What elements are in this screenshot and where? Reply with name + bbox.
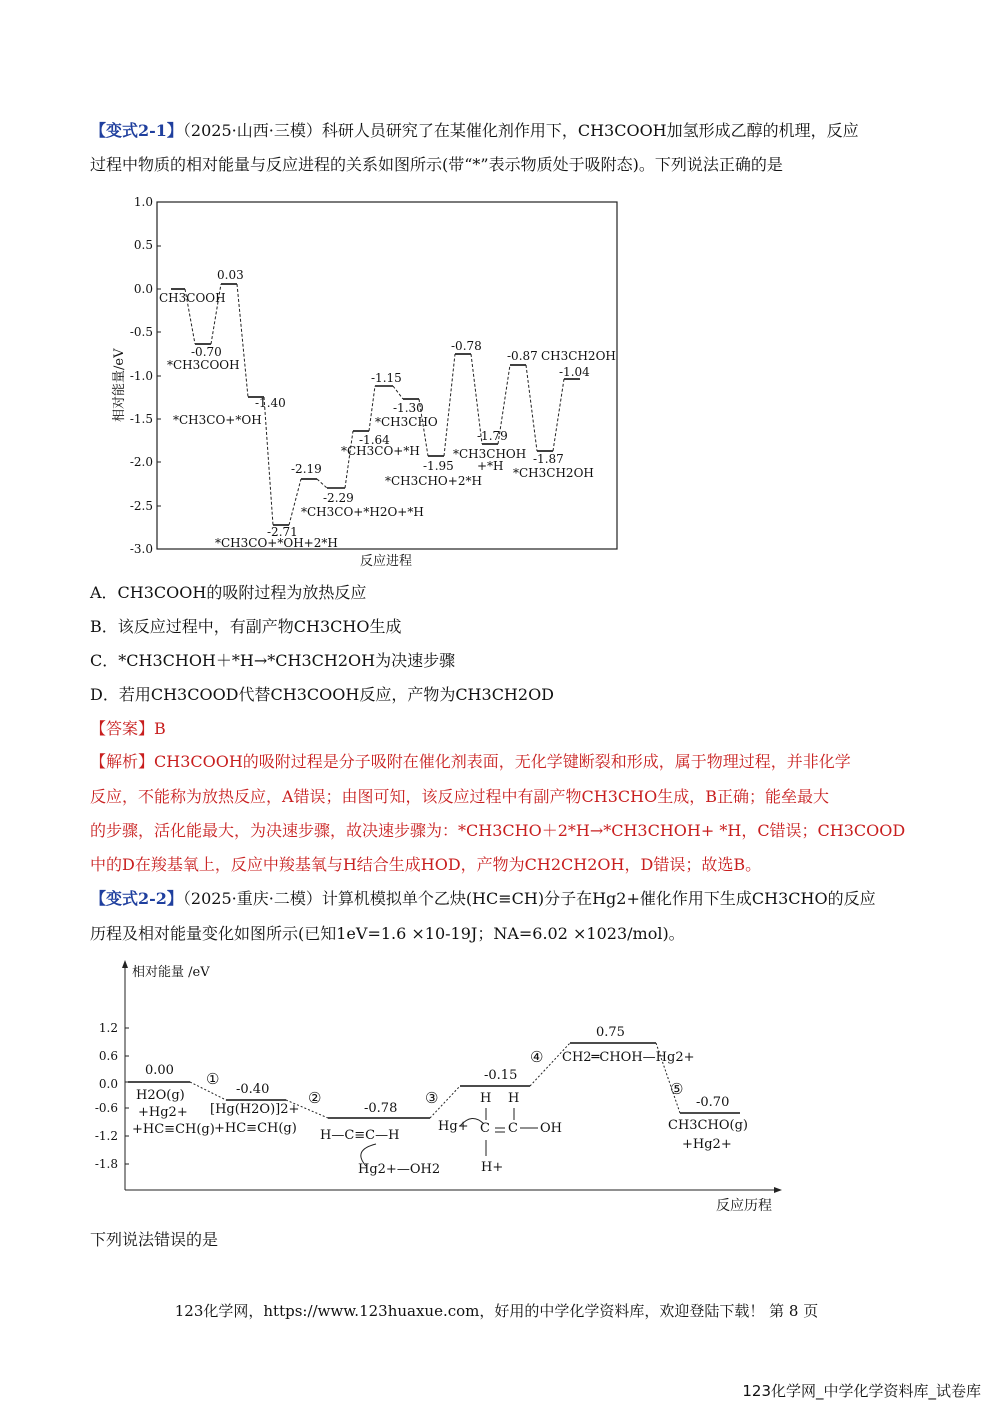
chart1-y-tick: -1.0 bbox=[129, 369, 153, 383]
chart2-species-label: H—C≡C—H bbox=[320, 1128, 400, 1143]
energy-chart-1 bbox=[105, 192, 625, 570]
chart2-species-label: CH3CHO(g) bbox=[668, 1118, 748, 1133]
q1-option-a: A．CH3COOH的吸附过程为放热反应 bbox=[90, 583, 367, 602]
chart2-species-label: OH bbox=[540, 1121, 562, 1136]
chart1-species-label: *CH3CO+*H2O+*H bbox=[301, 505, 424, 519]
chart2-y-tick: -0.6 bbox=[94, 1101, 118, 1115]
chart2-value-label: -0.78 bbox=[364, 1101, 398, 1116]
chart1-species-label: CH3CH2OH bbox=[541, 349, 616, 363]
chart2-species-labels bbox=[132, 1050, 748, 1177]
energy-chart-2 bbox=[88, 958, 788, 1220]
q2-intro-2: 历程及相对能量变化如图所示(已知1eV=1.6 ×10-19J；NA=6.02 ×1023/mol)。 bbox=[90, 924, 685, 943]
chart1-value-label: -2.71 bbox=[267, 525, 298, 539]
chart2-y-tick: 0.0 bbox=[98, 1077, 118, 1091]
q1-option-d: D．若用CH3COOD代替CH3COOH反应，产物为CH3CH2OD bbox=[90, 685, 555, 704]
chart1-species-label: *CH3CHO+2*H bbox=[385, 474, 482, 488]
chart1-value-label: -1.95 bbox=[423, 459, 454, 473]
q2-intro-1: （2025·重庆·二模）计算机模拟单个乙炔(HC≡CH)分子在Hg2+催化作用下生成CH3CHO的反应 bbox=[182, 889, 876, 908]
chart2-species-label: H2O(g) bbox=[136, 1088, 185, 1103]
chart1-connectors bbox=[185, 284, 564, 525]
chart2-y-tick: -1.2 bbox=[94, 1129, 118, 1143]
q1-intro-line-1 bbox=[90, 121, 859, 141]
chart2-xlabel: 反应历程 bbox=[716, 1198, 772, 1214]
chart1-xlabel: 反应进程 bbox=[360, 554, 413, 569]
chart1-species-label: *CH3CO+*OH bbox=[173, 413, 262, 427]
q1-analysis-line: 的步骤，活化能最大，为决速步骤，故决速步骤为：*CH3CHO＋2*H→*CH3CHOH+ *H，C错误；CH3COOD bbox=[90, 821, 906, 840]
q2-question: 下列说法错误的是 bbox=[90, 1230, 219, 1249]
q1-option-c: C．*CH3CHOH＋*H→*CH3CH2OH为决速步骤 bbox=[90, 651, 456, 670]
chart2-y-ticks bbox=[95, 1021, 118, 1171]
chart1-value-label: 0.03 bbox=[217, 268, 244, 282]
chart2-step-marker: ④ bbox=[530, 1048, 544, 1066]
chart1-ylabel: 相对能量/eV bbox=[112, 348, 127, 422]
chart1-y-tick: 0.5 bbox=[133, 238, 153, 252]
chart1-species-label: *CH3COOH bbox=[167, 358, 240, 372]
chart1-species-label: *CH3CH2OH bbox=[513, 466, 594, 480]
chart2-species-label: H bbox=[508, 1091, 520, 1106]
q1-analysis-line: 【解析】CH3COOH的吸附过程是分子吸附在催化剂表面，无化学键断裂和形成，属于物理过程，并非化学 bbox=[90, 752, 851, 771]
corner-watermark: 123化学网_中学化学资料库_试卷库 bbox=[742, 1382, 981, 1400]
chart1-value-labels bbox=[191, 268, 590, 539]
chart2-species-label: CH2═CHOH—Hg2+ bbox=[562, 1050, 695, 1065]
chart1-species-label: *CH3CHOH bbox=[453, 447, 527, 461]
chart2-y-tick: -1.8 bbox=[94, 1157, 118, 1171]
chart2-species-label: [Hg(H2O)]2+ bbox=[210, 1102, 300, 1117]
chart1-value-label: -1.79 bbox=[477, 429, 508, 443]
chart2-step-marker: ⑤ bbox=[670, 1080, 684, 1098]
q1-analysis-line: 中的D在羧基氧上，反应中羧基氧与H结合生成HOD，产物为CH2CH2OH，D错误；故选B。 bbox=[90, 855, 762, 874]
chart1-species-label: *CH3CO+*OH+2*H bbox=[215, 536, 338, 550]
q1-analysis-line: 反应，不能称为放热反应，A错误；由图可知，该反应过程中有副产物CH3CHO生成，B正确；能垒最大 bbox=[90, 787, 830, 806]
q1-intro-1: （2025·山西·三模）科研人员研究了在某催化剂作用下， bbox=[182, 121, 578, 140]
chart1-species-label: *CH3CO+*H bbox=[341, 444, 420, 458]
chart1-value-label: -1.30 bbox=[393, 401, 424, 415]
chart2-y-tick: 0.6 bbox=[98, 1049, 118, 1063]
chart1-y-ticks bbox=[130, 195, 153, 556]
chart1-y-tick: -3.0 bbox=[129, 542, 153, 556]
chart1-y-tick: -2.5 bbox=[129, 499, 153, 513]
chart1-y-tick: 1.0 bbox=[133, 195, 153, 209]
chart2-value-label: -0.70 bbox=[696, 1095, 730, 1110]
chart1-value-label: -1.04 bbox=[559, 365, 590, 379]
chart2-species-label: C bbox=[480, 1121, 490, 1136]
chart2-species-label: +HC≡CH(g) bbox=[214, 1121, 297, 1136]
chart2-step-marker: ③ bbox=[425, 1089, 439, 1107]
chart2-species-label: H+ bbox=[481, 1160, 504, 1175]
chart2-species-label: Hg+ bbox=[438, 1119, 469, 1134]
page-footer: 123化学网，https://www.123huaxue.com，好用的中学化学资料库，欢迎登陆下载！ 第 8 页 bbox=[174, 1302, 819, 1320]
chart1-value-label: -1.15 bbox=[371, 371, 402, 385]
chart2-value-label: -0.40 bbox=[236, 1082, 270, 1097]
q1-tag: 【变式2-1】 bbox=[90, 121, 183, 140]
chart1-species-label: CH3COOH bbox=[159, 291, 226, 305]
chart2-value-label: 0.00 bbox=[145, 1063, 174, 1078]
chart1-species-label: *CH3CHO bbox=[375, 415, 438, 429]
chart1-y-tick: -2.0 bbox=[129, 455, 153, 469]
q1-answer: 【答案】B bbox=[90, 719, 166, 738]
q2-intro-line-1 bbox=[90, 889, 876, 909]
chart2-y-tick: 1.2 bbox=[98, 1021, 118, 1035]
chart2-step-marker: ① bbox=[206, 1070, 220, 1088]
chart2-step-marker: ② bbox=[308, 1089, 322, 1107]
chart2-value-label: 0.75 bbox=[596, 1025, 625, 1040]
chart2-value-label: -0.15 bbox=[484, 1068, 518, 1083]
q1-intro-3: 过程中物质的相对能量与反应进程的关系如图所示(带“*”表示物质处于吸附态)。下列说法正确的是 bbox=[90, 155, 783, 174]
chart1-value-label: -2.19 bbox=[291, 462, 322, 476]
chart1-species-labels bbox=[159, 291, 616, 550]
chart2-species-label: C bbox=[508, 1121, 518, 1136]
q1-intro-2: CH3COOH加氢形成乙醇的机理，反应 bbox=[577, 121, 859, 140]
chart1-species-label: +*H bbox=[477, 459, 504, 473]
chart1-y-tick: 0.0 bbox=[133, 282, 153, 296]
chart1-value-label: -1.87 bbox=[533, 452, 564, 466]
chart1-value-label: -0.78 bbox=[451, 339, 482, 353]
chart1-y-tick: -1.5 bbox=[129, 412, 153, 426]
chart2-species-label: +Hg2+ bbox=[138, 1105, 188, 1120]
chart1-value-label: -2.29 bbox=[323, 491, 354, 505]
q1-option-b: B．该反应过程中，有副产物CH3CHO生成 bbox=[90, 617, 402, 636]
chart1-value-label: -0.87 bbox=[507, 349, 538, 363]
chart1-value-label: -0.70 bbox=[191, 345, 222, 359]
chart2-species-label: Hg2+—OH2 bbox=[358, 1162, 441, 1177]
chart1-value-label: -1.64 bbox=[359, 433, 390, 447]
chart1-y-tick: -0.5 bbox=[129, 325, 153, 339]
chart1-value-label: -1.40 bbox=[255, 396, 286, 410]
chart2-species-label: +HC≡CH(g) bbox=[132, 1122, 215, 1137]
q2-tag: 【变式2-2】 bbox=[90, 889, 183, 908]
chart2-species-label: H bbox=[480, 1091, 492, 1106]
chart2-species-label: +Hg2+ bbox=[682, 1137, 732, 1152]
chart1-levels bbox=[171, 284, 580, 525]
chart2-ylabel: 相对能量 /eV bbox=[132, 965, 210, 980]
